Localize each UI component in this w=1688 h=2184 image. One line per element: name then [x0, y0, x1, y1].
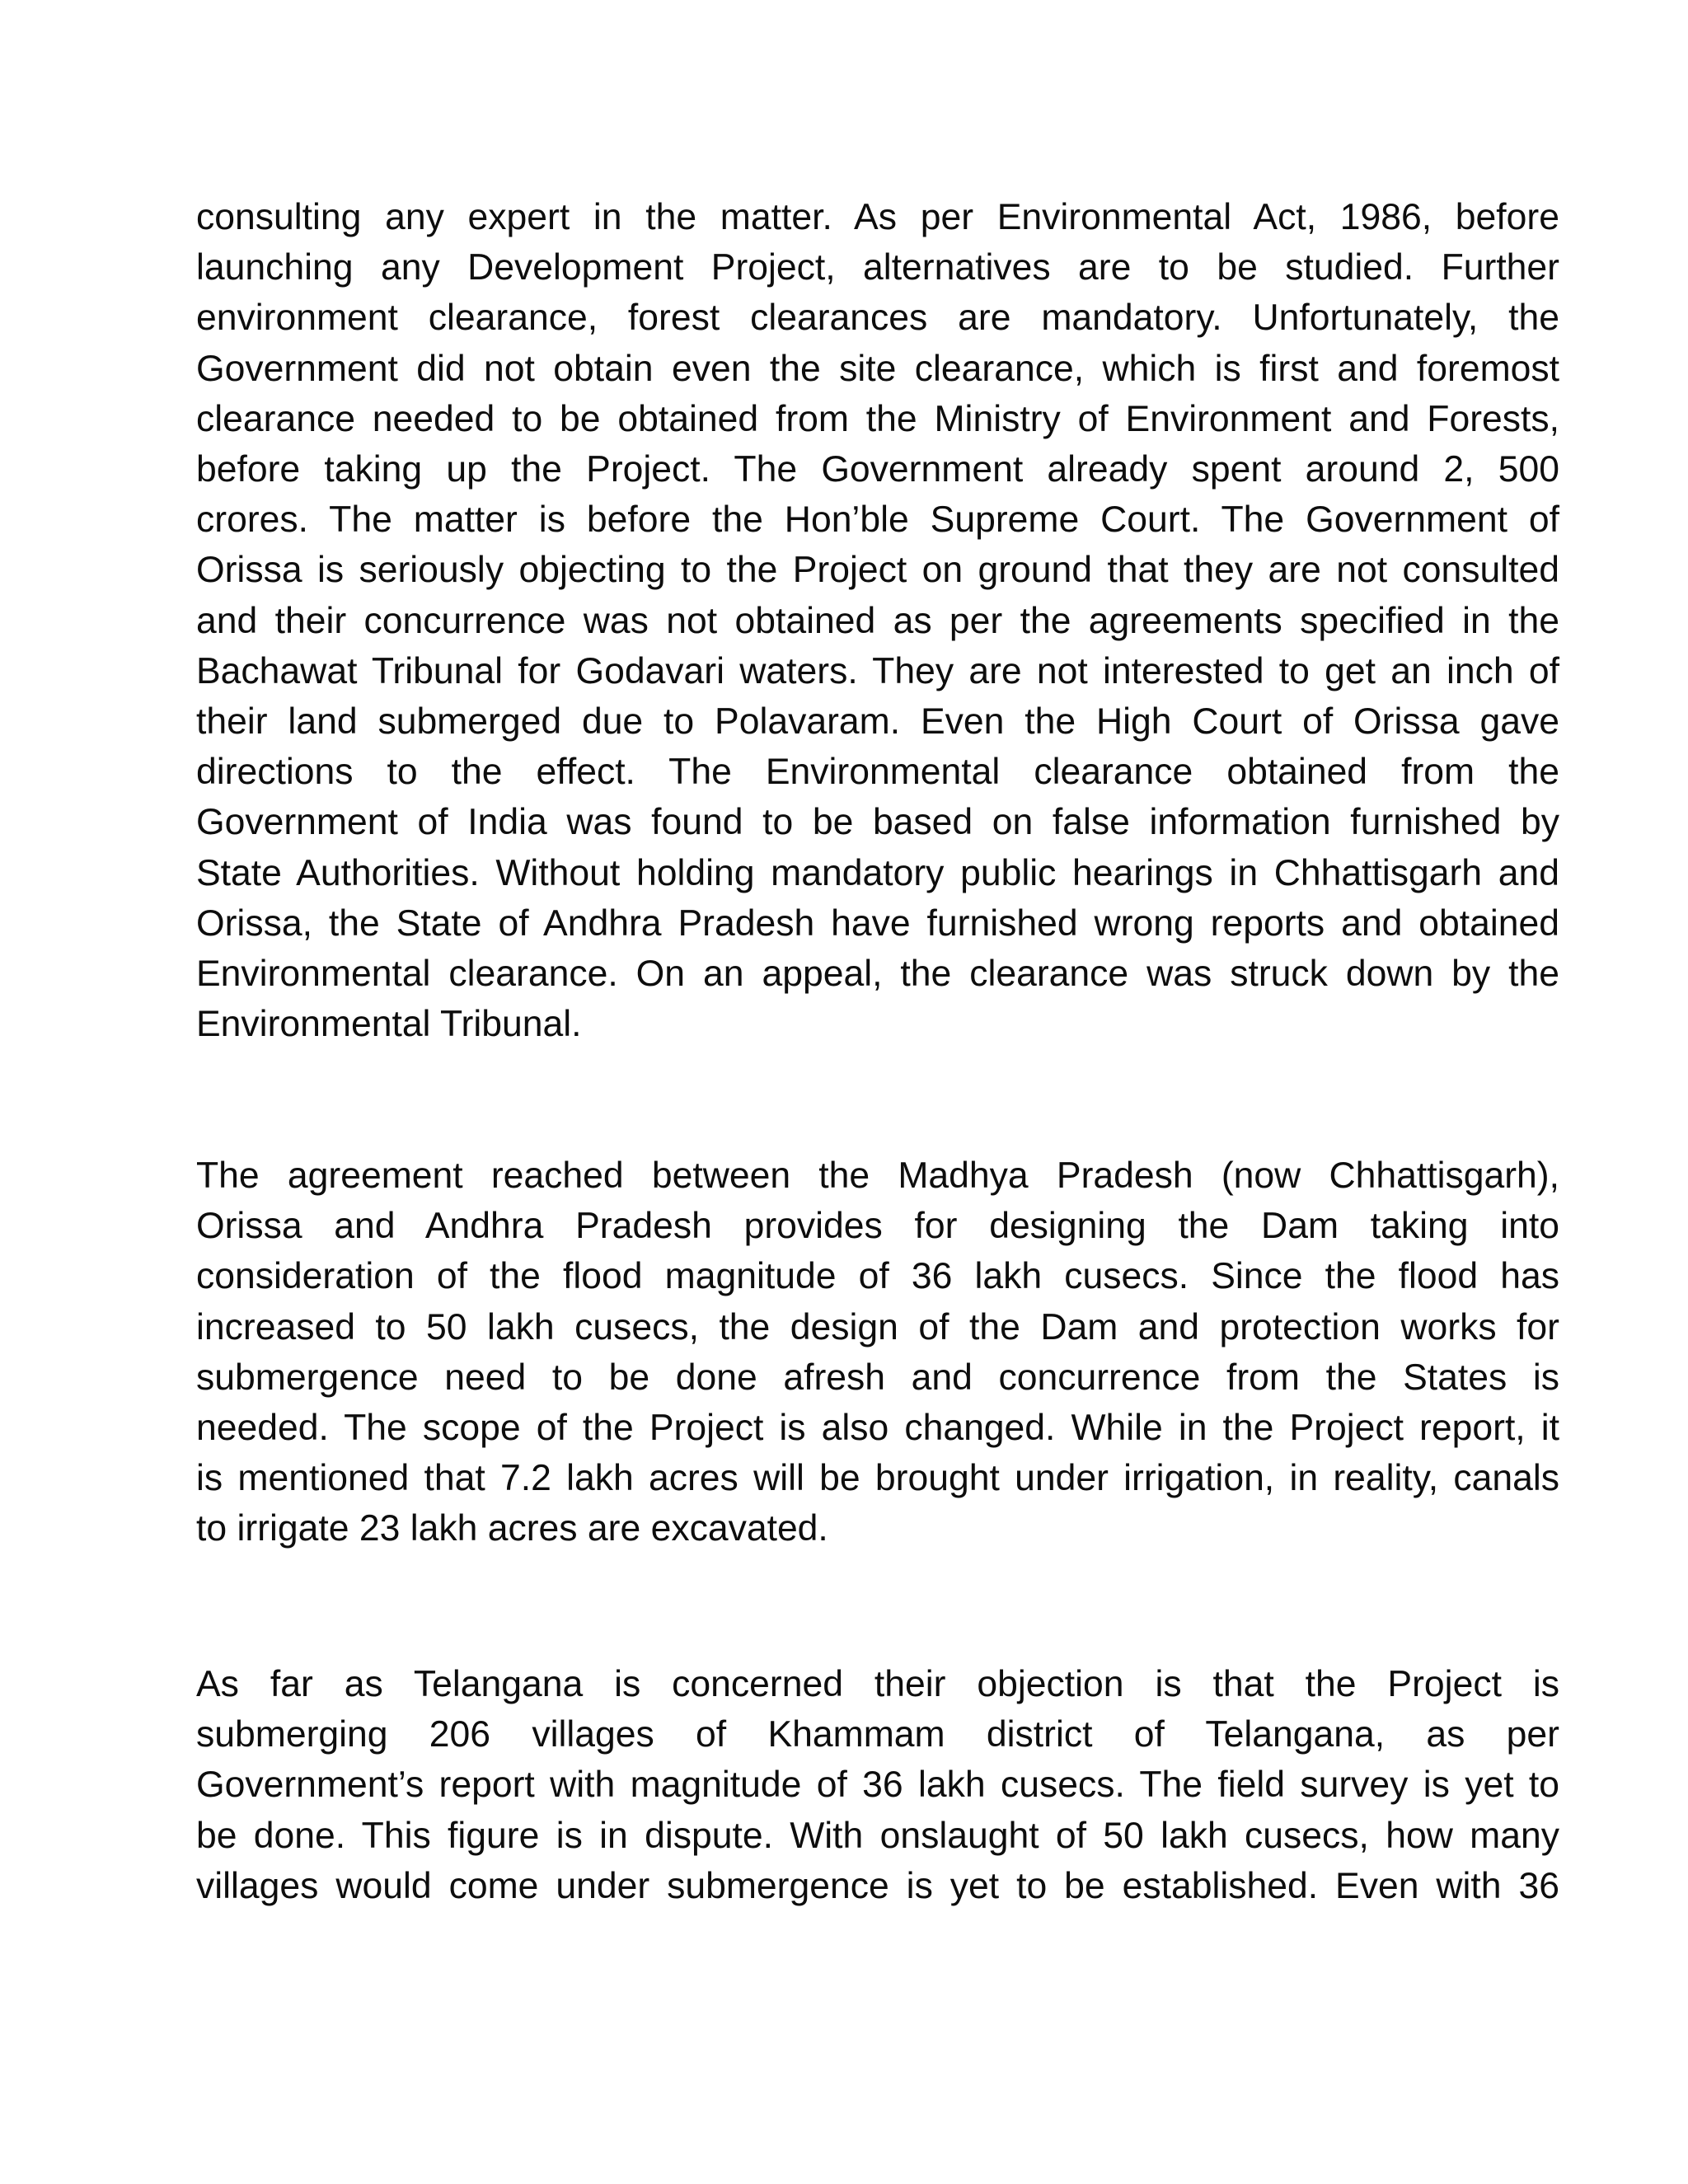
paragraph-line: increased to 50 lakh cusecs, the design of the Dam and protection works for [196, 1306, 1559, 1347]
paragraph-line: clearance needed to be obtained from the Ministry of Environment and Forests, [196, 398, 1559, 439]
paragraph-line: their land submerged due to Polavaram. Even the High Court of Orissa gave [196, 701, 1559, 743]
paragraph-line: Government’s report with magnitude of 36 lakh cusecs. The field survey is yet to [196, 1765, 1559, 1806]
paragraph-line: As far as Telangana is concerned their objection is that the Project is [196, 1664, 1559, 1704]
paragraph-agreement-flood [196, 1151, 1559, 1554]
paragraph-line: consideration of the flood magnitude of 36 lakh cusecs. Since the flood has [196, 1256, 1559, 1297]
paragraph-line: State Authorities. Without holding mandatory public hearings in Chhattisgarh and [196, 852, 1559, 893]
paragraph-line: before taking up the Project. The Government already spent around 2, 500 [196, 449, 1559, 490]
paragraph-line: launching any Development Project, alternatives are to be studied. Further [196, 247, 1559, 288]
paragraph-telangana-objection [196, 1659, 1559, 1911]
paragraph-line: environment clearance, forest clearances are mandatory. Unfortunately, the [196, 298, 1559, 339]
paragraph-line: Environmental Tribunal. [196, 1004, 582, 1045]
paragraph-line: and their concurrence was not obtained as per the agreements specified in the [196, 600, 1559, 641]
paragraph-line: crores. The matter is before the Hon’ble Supreme Court. The Government of [196, 499, 1559, 541]
paragraph-line: to irrigate 23 lakh acres are excavated. [196, 1508, 828, 1549]
paragraph-line: Environmental clearance. On an appeal, the clearance was struck down by the [196, 954, 1559, 995]
paragraph-line: consulting any expert in the matter. As per Environmental Act, 1986, before [196, 197, 1559, 237]
paragraph-line: Bachawat Tribunal for Godavari waters. They are not interested to get an inch of [196, 650, 1559, 691]
paragraph-line: villages would come under submergence is yet to be established. Even with 36 [196, 1865, 1559, 1906]
paragraph-line: The agreement reached between the Madhya Pradesh (now Chhattisgarh), [196, 1155, 1559, 1196]
paragraph-environmental-clearance [196, 192, 1559, 1049]
paragraph-line: Orissa and Andhra Pradesh provides for designing the Dam taking into [196, 1206, 1559, 1247]
paragraph-line: Government did not obtain even the site clearance, which is first and foremost [196, 348, 1559, 389]
paragraph-line: Orissa is seriously objecting to the Project on ground that they are not consulted [196, 550, 1559, 591]
paragraph-line: directions to the effect. The Environmental clearance obtained from the [196, 752, 1559, 793]
paragraph-line: be done. This figure is in dispute. With onslaught of 50 lakh cusecs, how many [196, 1815, 1559, 1856]
paragraph-line: needed. The scope of the Project is also changed. While in the Project report, it [196, 1408, 1559, 1449]
paragraph-line: Orissa, the State of Andhra Pradesh have furnished wrong reports and obtained [196, 902, 1559, 944]
paragraph-line: is mentioned that 7.2 lakh acres will be brought under irrigation, in reality, canals [196, 1458, 1559, 1499]
paragraph-line: submerging 206 villages of Khammam district of Telangana, as per [196, 1714, 1559, 1755]
paragraph-line: Government of India was found to be based on false information furnished by [196, 802, 1559, 843]
paragraph-line: submergence need to be done afresh and concurrence from the States is [196, 1357, 1559, 1398]
